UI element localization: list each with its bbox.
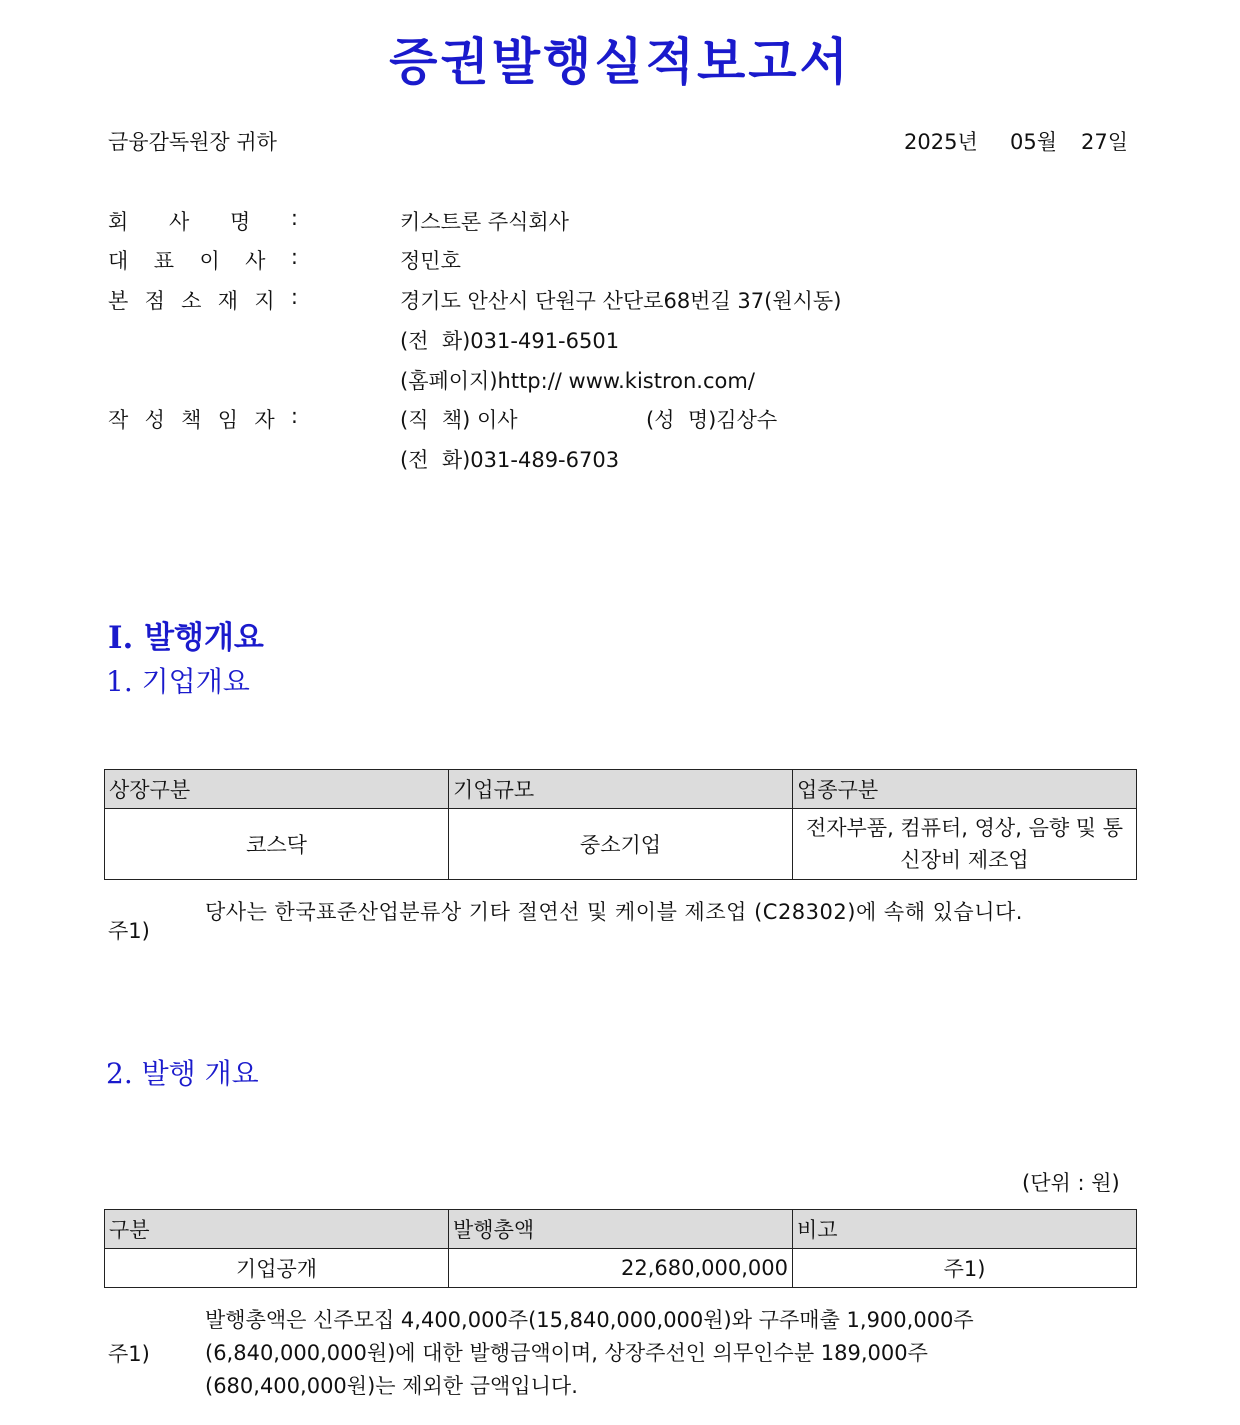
label-char: 지 xyxy=(254,289,275,313)
label-char: 책 xyxy=(181,408,202,432)
header-total-amount: 발행총액 xyxy=(449,1210,793,1249)
ceo-name: 정민호 xyxy=(400,249,461,273)
section-heading: Ⅰ. 발행개요 xyxy=(108,620,264,656)
company-address: 경기도 안산시 단원구 산단로68번길 37(원시동) xyxy=(400,289,842,313)
header-remarks: 비고 xyxy=(793,1210,1137,1249)
label-char: 사 xyxy=(245,249,266,273)
company-phone: (전 화)031-491-6501 xyxy=(400,329,620,353)
date-month: 05월 xyxy=(1010,130,1058,154)
header-category: 구분 xyxy=(105,1210,449,1249)
label-char: 작 xyxy=(108,408,129,432)
cell-category: 기업공개 xyxy=(105,1249,449,1288)
author-label xyxy=(108,404,298,434)
company-homepage[interactable]: (홈페이지)http:// www.kistron.com/ xyxy=(400,369,755,393)
note1-text: 당사는 한국표준산업분류상 기타 절연선 및 케이블 제조업 (C28302)에 속해 있습니다. xyxy=(205,900,1023,924)
label-char: 표 xyxy=(153,249,175,273)
note2-line2: (6,840,000,000원)에 대한 발행금액이며, 상장주선인 의무인수분 189,000주 xyxy=(205,1341,928,1365)
header-industry: 업종구분 xyxy=(793,770,1137,809)
table-header-row xyxy=(105,1210,1137,1249)
header-listing-type: 상장구분 xyxy=(105,770,449,809)
hq-label xyxy=(108,285,298,315)
label-char: 이 xyxy=(199,249,220,273)
recipient: 금융감독원장 귀하 xyxy=(108,130,277,154)
author-position: (직 책) 이사 xyxy=(400,408,518,432)
label-char: 성 xyxy=(144,408,165,432)
company-name: 키스트론 주식회사 xyxy=(400,210,569,234)
label-char: 본 xyxy=(108,289,129,313)
label-char: 임 xyxy=(217,408,239,432)
author-phone: (전 화)031-489-6703 xyxy=(400,448,620,472)
table-row xyxy=(105,1249,1137,1288)
cell-total-amount: 22,680,000,000 xyxy=(449,1249,793,1288)
issuance-table xyxy=(104,1209,1137,1288)
ceo-label xyxy=(108,245,298,275)
cell-remarks: 주1) xyxy=(793,1249,1137,1288)
label-char: 점 xyxy=(144,289,165,313)
date-day: 27일 xyxy=(1081,130,1129,154)
table-header-row xyxy=(105,770,1137,809)
note1-label: 주1) xyxy=(108,919,150,943)
date-year: 2025년 xyxy=(904,130,978,154)
subsection-company-overview: 1. 기업개요 xyxy=(106,665,250,698)
label-char: : xyxy=(290,206,298,230)
note2-line1: 발행총액은 신주모집 4,400,000주(15,840,000,000원)와 구주매출 1,900,000주 xyxy=(205,1308,974,1332)
label-char: : xyxy=(290,245,298,269)
label-char: 소 xyxy=(181,289,202,313)
document-title: 증권발행실적보고서 xyxy=(389,32,851,91)
label-char: 회 xyxy=(108,210,129,234)
unit-label: (단위 : 원) xyxy=(1022,1171,1120,1195)
label-char: 대 xyxy=(108,249,129,273)
label-char: 사 xyxy=(168,210,190,234)
author-name: (성 명)김상수 xyxy=(646,408,778,432)
note2-line3: (680,400,000원)는 제외한 금액입니다. xyxy=(205,1374,578,1398)
label-char: : xyxy=(290,285,298,309)
table-row xyxy=(105,809,1137,880)
label-char: 명 xyxy=(229,210,251,234)
label-char: 재 xyxy=(217,289,239,313)
company-overview-table xyxy=(104,769,1137,880)
note2-label: 주1) xyxy=(108,1342,150,1366)
cell-company-size: 중소기업 xyxy=(449,809,793,880)
company-name-label xyxy=(108,206,298,236)
subsection-issuance-overview: 2. 발행 개요 xyxy=(106,1057,259,1090)
label-char: : xyxy=(290,404,298,428)
label-char: 자 xyxy=(254,408,275,432)
header-company-size: 기업규모 xyxy=(449,770,793,809)
cell-listing-type: 코스닥 xyxy=(105,809,449,880)
cell-industry: 전자부품, 컴퓨터, 영상, 음향 및 통신장비 제조업 xyxy=(793,809,1137,880)
